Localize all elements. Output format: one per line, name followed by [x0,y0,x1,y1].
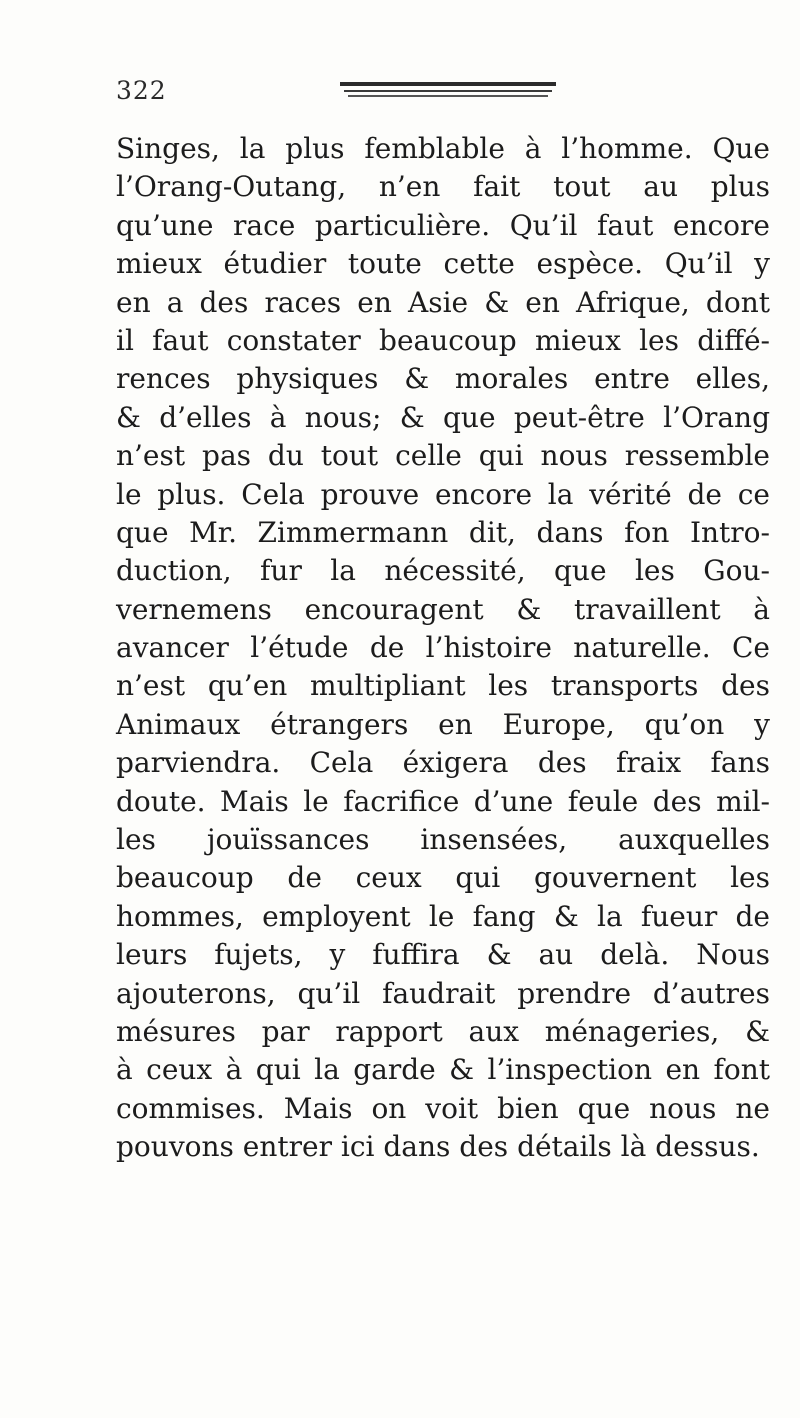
text-line: duction, fur la nécessité, que les Gou- [116,554,770,588]
text-line: commises. Mais on voit bien que nous ne [116,1091,770,1125]
text-line: n’est pas du tout celle qui nous ressemble [116,439,770,473]
text-line: l’Orang-Outang, n’en fait tout au plus [116,170,770,204]
text-line: ajouterons, qu’il faudrait prendre d’autres [116,976,770,1010]
text-line: leurs fujets, y fuffira & au delà. Nous [116,938,770,972]
text-line: mieux étudier toute cette espèce. Qu’il y [116,247,770,281]
text-line: à ceux à qui la garde & l’inspection en font [116,1053,770,1087]
body-text [116,130,770,1167]
ornament-rule-thin [348,95,548,97]
text-line: avancer l’étude de l’histoire naturelle. Ce [116,631,770,665]
text-line: doute. Mais le facrifice d’une feule des mil- [116,784,770,818]
text-line: le plus. Cela prouve encore la vérité de ce [116,477,770,511]
ornament-rule-thick [340,82,556,86]
text-line: beaucoup de ceux qui gouvernent les [116,861,770,895]
ornament-rule-medium [344,90,552,92]
header-rule-ornament [340,80,556,100]
text-line: qu’une race particulière. Qu’il faut encore [116,208,770,242]
text-line: les jouïssances insensées, auxquelles [116,823,770,857]
text-line: hommes, employent le fang & la fueur de [116,899,770,933]
text-line: & d’elles à nous; & que peut-être l’Orang [116,400,770,434]
text-line: parviendra. Cela éxigera des fraix fans [116,746,770,780]
text-line: Animaux étrangers en Europe, qu’on y [116,707,770,741]
text-line: rences physiques & morales entre elles, [116,362,770,396]
text-line: vernemens encouragent & travaillent à [116,592,770,626]
page-number: 322 [116,76,167,105]
text-line: il faut constater beaucoup mieux les diffé- [116,323,770,357]
text-line: pouvons entrer ici dans des détails là dessus. [116,1130,760,1164]
text-line: mésures par rapport aux ménageries, & [116,1014,770,1048]
text-line: en a des races en Asie & en Afrique, dont [116,285,770,319]
text-line: Singes, la plus femblable à l’homme. Que [116,132,770,165]
text-line: que Mr. Zimmermann dit, dans fon Intro- [116,515,770,549]
text-line: n’est qu’en multipliant les transports des [116,669,770,703]
